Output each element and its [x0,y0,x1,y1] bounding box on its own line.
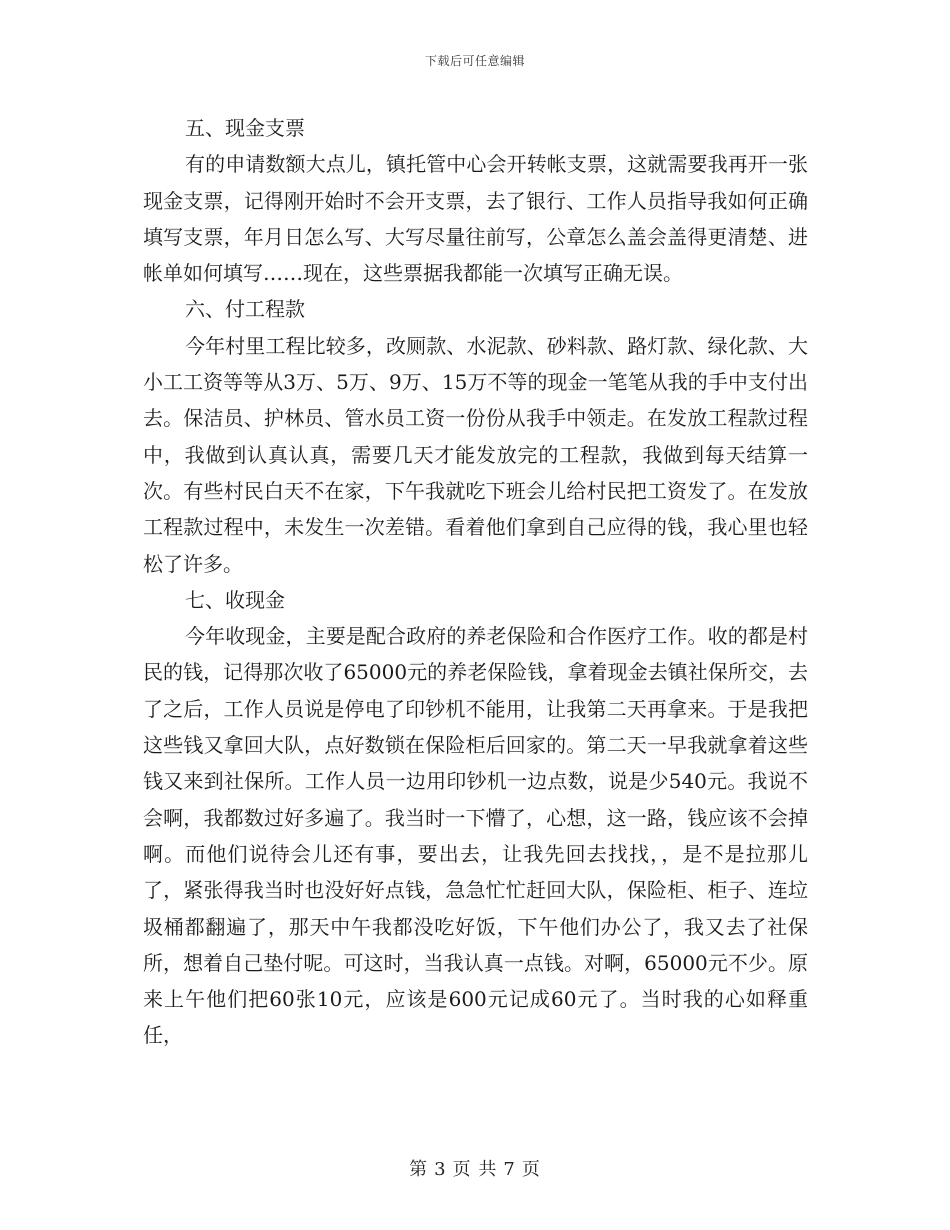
page-header: 下载后可任意编辑 [424,54,525,68]
page-label-middle: 页 共 [452,1159,498,1180]
page-label-suffix: 页 [521,1159,541,1180]
page-footer [0,1155,950,1181]
section-heading-5: 五、现金支票 [185,116,305,140]
section-paragraph-6: 今年村里工程比较多，改厕款、水泥款、砂料款、路灯款、绿化款、大小工工资等等从3万、5万、9万、15万不等的现金一笔笔从我的手中支付出去。保洁员、护林员、管水员工资一份份从我手中领走。在发放工程款过程中，我做到认真认真，需要几天才能发放完的工程款，我做到每天结算一次。有些村民白天不在家，下午我就吃下班会儿给村民把工资发了。在发放工程款过程中，未发生一次差错。看着他们拿到自己应得的钱，我心里也轻松了许多。 [143,333,808,576]
section-paragraph-7: 今年收现金，主要是配合政府的养老保险和合作医疗工作。收的都是村民的钱，记得那次收了65000元的养老保险钱，拿着现金去镇社保所交，去了之后，工作人员说是停电了印钞机不能用，让我第二天再拿来。于是我把这些钱又拿回大队，点好数锁在保险柜后回家的。第二天一早我就拿着这些钱又来到社保所。工作人员一边用印钞机一边点数，说是少540元。我说不会啊，我都数过好多遍了。我当时一下懵了，心想，这一路，钱应该不会掉啊。而他们说待会儿还有事，要出去，让我先回去找找，，是不是拉那儿了，紧张得我当时也没好好点钱，急急忙忙赶回大队，保险柜、柜子、连垃圾桶都翻遍了，那天中午我都没吃好饭，下午他们办公了，我又去了社保所，想着自己垫付呢。可这时，当我认真一点钱。对啊，65000元不少。原来上午他们把60张10元，应该是600元记成60元了。当时我的心如释重任， [143,624,808,1048]
page-label-prefix: 第 [409,1159,429,1180]
current-page-number: 3 [434,1159,447,1180]
section-heading-6: 六、付工程款 [185,297,305,322]
section-heading-7: 七、收现金 [185,587,285,612]
section-paragraph-5: 有的申请数额大点儿，镇托管中心会开转帐支票，这就需要我再开一张现金支票，记得刚开始时不会开支票，去了银行、工作人员指导我如何正确填写支票，年月日怎么写、大写尽量往前写，公章怎么盖会盖得更清楚、进帐单如何填写……现在，这些票据我都能一次填写正确无误。 [143,152,808,286]
document-body [143,110,808,1054]
total-pages-number: 7 [503,1159,516,1180]
